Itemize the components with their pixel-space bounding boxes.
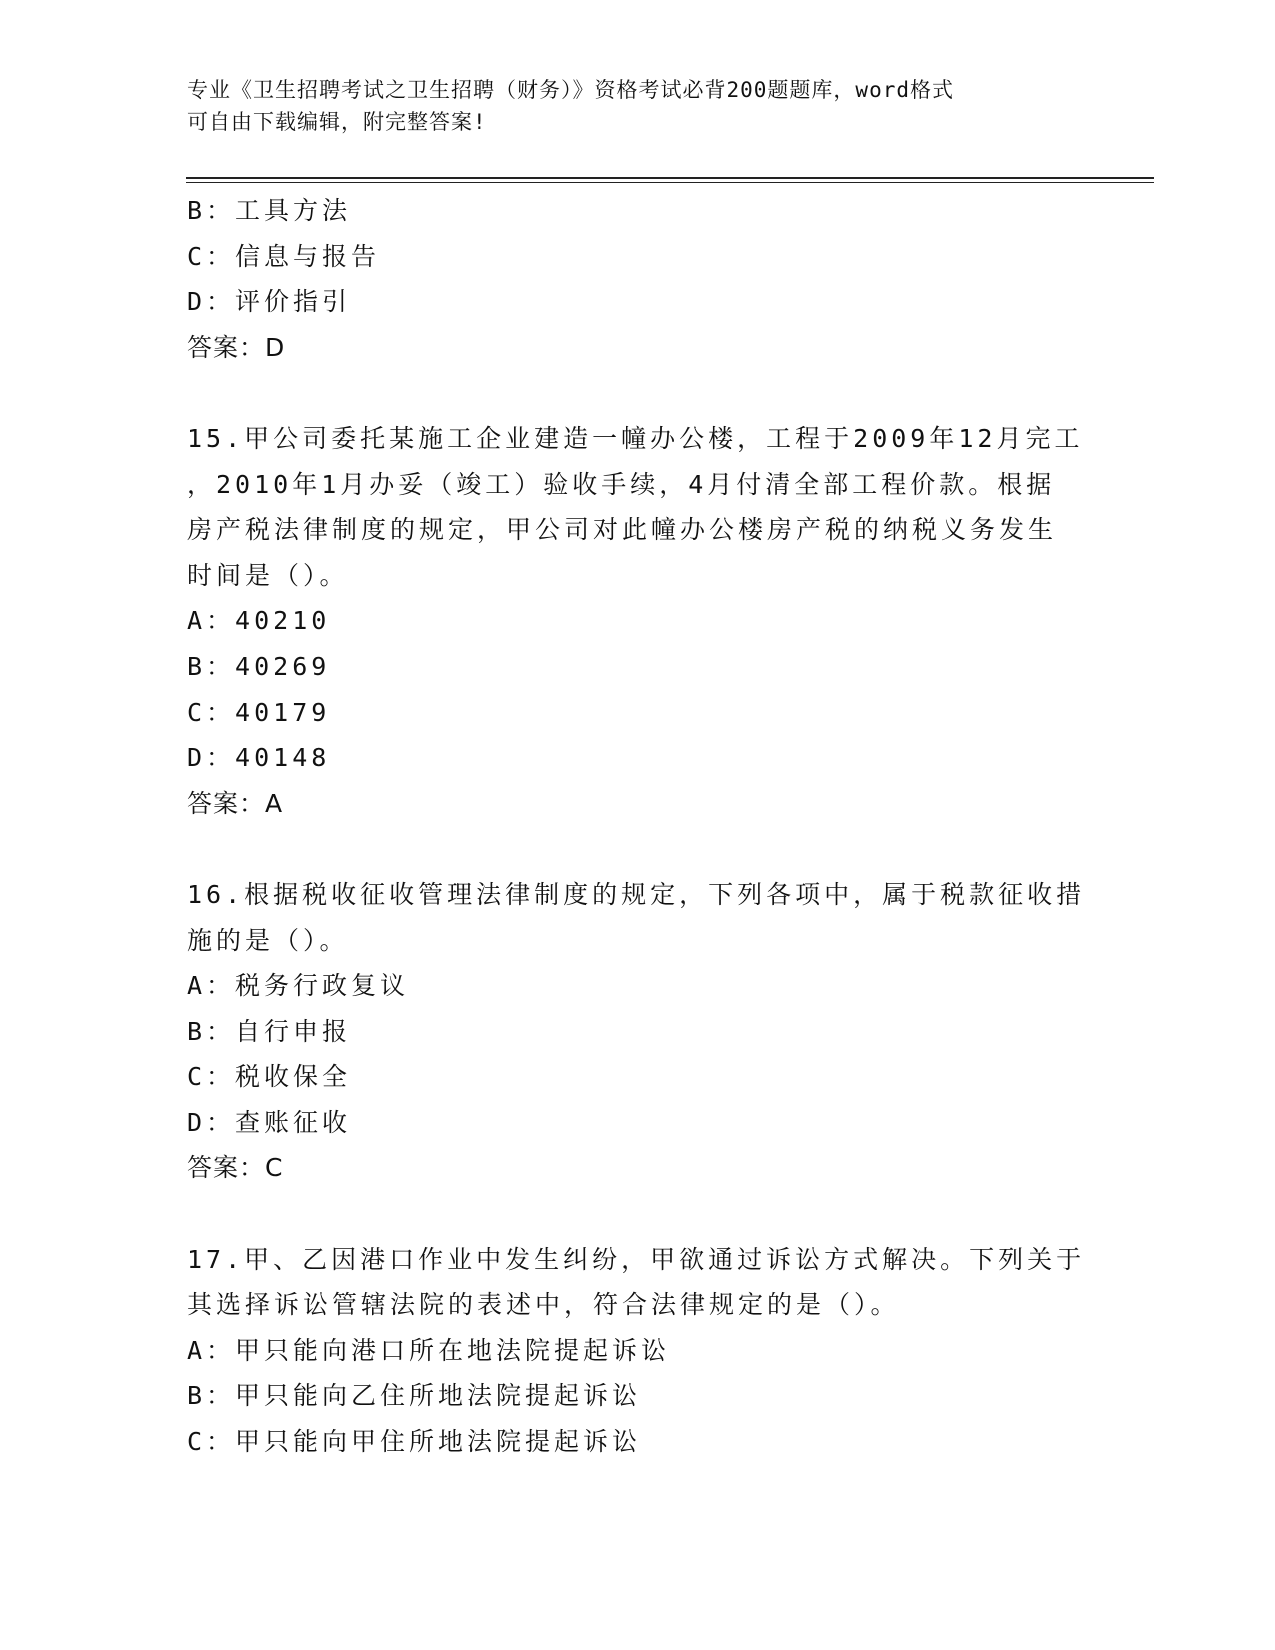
question-17-line-2: 其选择诉讼管辖法院的表述中，符合法律规定的是（）。 [187,1290,900,1320]
document-header [187,74,1087,138]
header-line-1: 专业《卫生招聘考试之卫生招聘（财务）》资格考试必背200题题库，word格式 [187,78,954,102]
question-15-line-2: ，2010年1月办妥（竣工）验收手续，4月付清全部工程价款。根据 [187,469,1056,499]
spacer [187,370,1087,416]
question-15-line-4: 时间是（）。 [187,560,349,590]
question-15-line-1: 15.甲公司委托某施工企业建造一幢办公楼，工程于2009年12月完工 [187,423,1084,453]
question-15-answer: 答案：A [187,788,284,818]
spacer [187,826,1087,872]
question-16-option-b: B：自行申报 [187,1016,352,1046]
option-c: C：信息与报告 [187,241,381,271]
question-17-option-a: A：甲只能向港口所在地法院提起诉讼 [187,1335,671,1365]
question-15-option-c: C：40179 [187,697,331,727]
question-16-block [187,872,1087,1191]
question-16-answer: 答案：C [187,1153,284,1183]
question-16-line-2: 施的是（）。 [187,925,349,955]
question-16-option-c: C：税收保全 [187,1062,352,1092]
previous-question-block [187,188,1087,370]
option-b: B：工具方法 [187,196,352,225]
header-divider-thick [186,177,1154,179]
question-15-block [187,416,1087,826]
question-15-option-d: D：40148 [187,743,331,773]
question-16-option-a: A：税务行政复议 [187,971,410,1001]
header-divider-thin [186,182,1154,183]
option-d: D：评价指引 [187,287,352,317]
answer-line: 答案：D [187,332,286,362]
header-line-2: 可自由下载编辑，附完整答案! [187,110,487,134]
question-17-option-c: C：甲只能向甲住所地法院提起诉讼 [187,1427,642,1457]
question-17-line-1: 17.甲、乙因港口作业中发生纠纷，甲欲通过诉讼方式解决。下列关于 [187,1244,1086,1274]
spacer [187,1191,1087,1237]
question-17-block [187,1237,1087,1465]
question-15-line-3: 房产税法律制度的规定，甲公司对此幢办公楼房产税的纳税义务发生 [187,515,1058,545]
question-15-option-a: A：40210 [187,606,331,636]
question-content [187,188,1087,1465]
question-15-option-b: B：40269 [187,651,331,681]
question-16-line-1: 16.根据税收征收管理法律制度的规定，下列各项中，属于税款征收措 [187,879,1086,909]
question-17-option-b: B：甲只能向乙住所地法院提起诉讼 [187,1381,642,1411]
question-16-option-d: D：查账征收 [187,1107,352,1137]
